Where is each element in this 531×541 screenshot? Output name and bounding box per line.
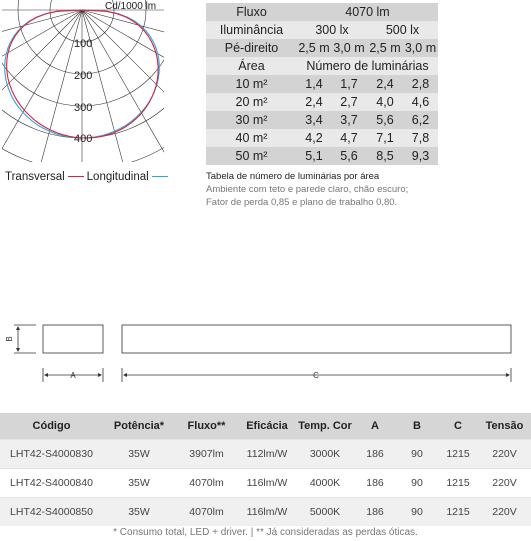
height-cell: 2,5 m xyxy=(369,41,401,55)
flux-label: Fluxo xyxy=(236,5,267,19)
value-cell: 7,1 xyxy=(376,131,394,145)
table-row xyxy=(206,129,438,147)
cell-tensao: 220V xyxy=(478,440,531,469)
polar-spoke xyxy=(82,10,164,95)
side-view-outline xyxy=(122,325,511,353)
polar-legend xyxy=(5,171,171,183)
value-cell: 1,4 xyxy=(305,77,323,91)
cell-codigo: LHT42-S4000830 xyxy=(0,440,103,469)
col-header-c: C xyxy=(438,413,478,440)
cell-c: 1215 xyxy=(438,440,478,469)
value-cell: 1,7 xyxy=(340,77,358,91)
col-header-codigo: Código xyxy=(0,413,103,440)
caption-title: Tabela de número de luminárias por área xyxy=(206,171,380,182)
flux-value: 4070 lm xyxy=(345,5,390,19)
cell-eficacia: 116lm/W xyxy=(238,498,296,527)
value-cell: 2,8 xyxy=(411,77,430,91)
value-cell: 2,4 xyxy=(305,95,323,109)
table-row xyxy=(0,469,531,498)
area-label: Área xyxy=(238,59,265,73)
col-header-tensao: Tensão xyxy=(478,413,531,440)
table-row xyxy=(0,498,531,527)
polar-spoke xyxy=(2,10,82,95)
legend-longitudinal-swatch xyxy=(152,176,168,177)
cell-a: 186 xyxy=(354,498,396,527)
cell-potencia: 35W xyxy=(103,469,175,498)
luminaire-count-table xyxy=(206,3,438,165)
cell-codigo: LHT42-S4000850 xyxy=(0,498,103,527)
dimension-drawing xyxy=(0,318,531,388)
value-cell: 3,4 xyxy=(305,113,323,127)
height-label: Pé-direito xyxy=(224,41,279,55)
value-cell: 6,2 xyxy=(411,113,430,127)
value-cell: 2,4 xyxy=(376,77,394,91)
dim-b-label: B xyxy=(5,336,15,342)
legend-transversal-label: Transversal xyxy=(5,171,65,183)
polar-spoke xyxy=(82,10,164,130)
dim-c-label: C xyxy=(313,371,319,380)
cell-a: 186 xyxy=(354,469,396,498)
cell-a: 186 xyxy=(354,440,396,469)
cell-fluxo: 4070lm xyxy=(175,498,238,527)
col-header-fluxo: Fluxo** xyxy=(175,413,238,440)
polar-unit-label: Cd/1000 lm xyxy=(105,1,157,12)
illum-500: 500 lx xyxy=(385,23,420,37)
value-cell: 8,5 xyxy=(376,149,394,163)
ring-label-300: 300 xyxy=(74,102,93,114)
value-cell: 5,6 xyxy=(376,113,394,127)
area-cell: 20 m² xyxy=(235,95,268,109)
col-header-a: A xyxy=(354,413,396,440)
legend-longitudinal-label: Longitudinal xyxy=(86,171,149,183)
cell-eficacia: 112lm/W xyxy=(238,440,296,469)
cell-codigo: LHT42-S4000840 xyxy=(0,469,103,498)
cell-temp-cor: 5000K xyxy=(296,498,354,527)
height-cell: 2,5 m xyxy=(298,41,330,55)
count-label: Número de luminárias xyxy=(306,59,429,73)
polar-diagram xyxy=(2,0,164,162)
table-row xyxy=(206,147,438,165)
cell-b: 90 xyxy=(396,498,438,527)
cell-c: 1215 xyxy=(438,469,478,498)
cell-temp-cor: 4000K xyxy=(296,469,354,498)
cell-temp-cor: 3000K xyxy=(296,440,354,469)
polar-spoke xyxy=(82,10,164,54)
polar-spoke xyxy=(2,10,82,157)
cell-eficacia: 116lm/W xyxy=(238,469,296,498)
cell-tensao: 220V xyxy=(478,469,531,498)
value-cell: 4,6 xyxy=(411,95,430,109)
col-header-temp-cor: Temp. Cor xyxy=(296,413,354,440)
cell-tensao: 220V xyxy=(478,498,531,527)
caption-line-2: Fator de perda 0,85 e plano de trabalho 0,80. xyxy=(206,197,398,208)
dim-a-label: A xyxy=(70,371,76,380)
area-cell: 40 m² xyxy=(235,131,268,145)
value-cell: 4,7 xyxy=(340,131,358,145)
area-cell: 50 m² xyxy=(235,149,268,163)
polar-spoke xyxy=(82,10,164,157)
value-cell: 9,3 xyxy=(411,149,430,163)
end-view-outline xyxy=(43,325,103,353)
ring-label-100: 100 xyxy=(74,38,93,50)
height-cell: 3,0 m xyxy=(404,41,437,55)
value-cell: 3,7 xyxy=(340,113,358,127)
table-row xyxy=(0,440,531,469)
table-row xyxy=(206,75,438,93)
area-cell: 10 m² xyxy=(235,77,268,91)
value-cell: 2,7 xyxy=(340,95,358,109)
cell-potencia: 35W xyxy=(103,440,175,469)
value-cell: 5,6 xyxy=(340,149,358,163)
value-cell: 7,8 xyxy=(411,131,430,145)
ring-label-400: 400 xyxy=(74,133,93,145)
value-cell: 5,1 xyxy=(305,149,323,163)
cell-b: 90 xyxy=(396,440,438,469)
area-cell: 30 m² xyxy=(235,113,268,127)
footnote: * Consumo total, LED + driver. | ** Já consideradas as perdas óticas. xyxy=(113,527,418,538)
value-cell: 4,2 xyxy=(305,131,323,145)
caption-line-1: Ambiente com teto e parede claro, chão escuro; xyxy=(206,184,409,195)
col-header-b: B xyxy=(396,413,438,440)
illum-300: 300 lx xyxy=(315,23,349,37)
cell-fluxo: 4070lm xyxy=(175,469,238,498)
table-row xyxy=(206,93,438,111)
ring-label-200: 200 xyxy=(74,70,93,82)
cell-potencia: 35W xyxy=(103,498,175,527)
cell-fluxo: 3907lm xyxy=(175,440,238,469)
cell-c: 1215 xyxy=(438,498,478,527)
cell-b: 90 xyxy=(396,469,438,498)
col-header-eficacia: Eficácia xyxy=(238,413,296,440)
legend-transversal-swatch xyxy=(68,176,84,177)
table-row xyxy=(206,111,438,129)
height-cell: 3,0 m xyxy=(333,41,365,55)
col-header-potencia: Potência* xyxy=(103,413,175,440)
product-table xyxy=(0,413,531,526)
illum-label: Iluminância xyxy=(219,23,284,37)
polar-ring xyxy=(2,0,164,106)
polar-ring xyxy=(2,0,164,138)
value-cell: 4,0 xyxy=(376,95,394,109)
table-caption xyxy=(206,170,408,209)
